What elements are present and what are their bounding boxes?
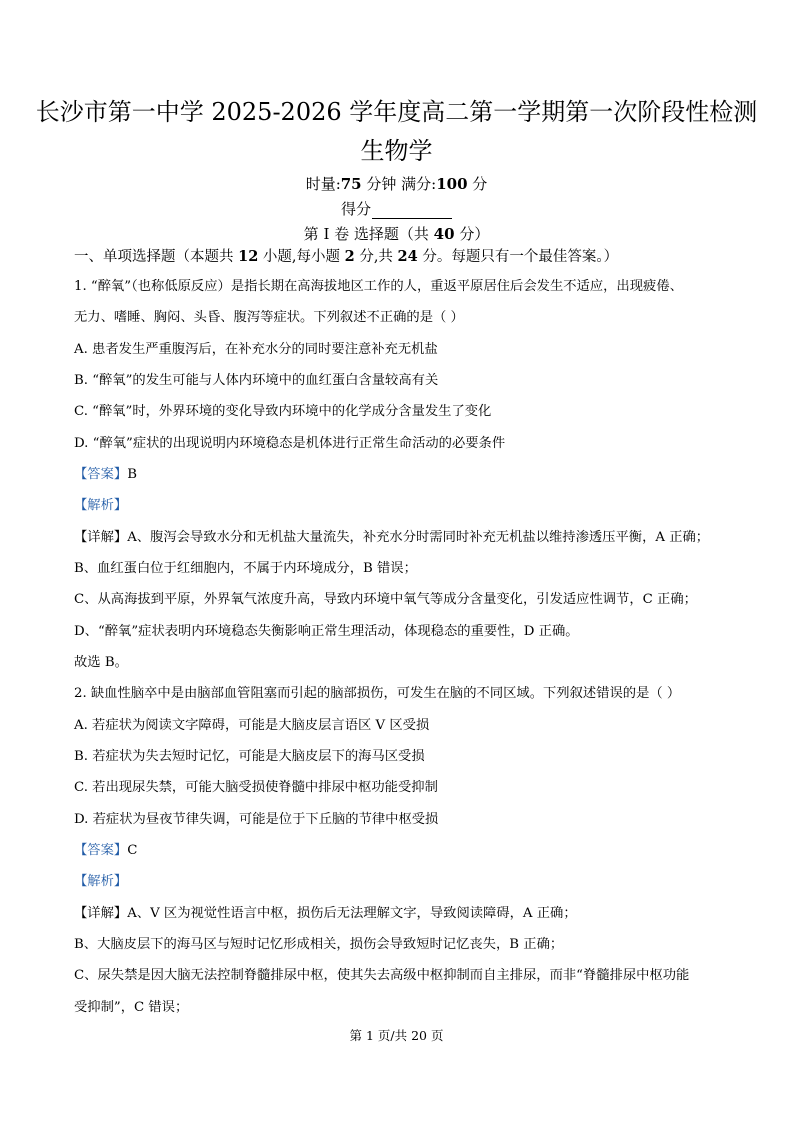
q1-analysis bbox=[74, 497, 734, 515]
q1-option-c: C. “醉氧”时，外界环境的变化导致内环境中的化学成分含量发生了变化 bbox=[74, 404, 492, 419]
analysis-tag: 【解析】 bbox=[74, 874, 128, 889]
time-label: 时量: bbox=[305, 175, 341, 193]
page-footer: 第 1 页/共 20 页 bbox=[349, 1028, 444, 1043]
detail-tag: 【详解】 bbox=[74, 530, 128, 545]
q1-conclusion: 故选 B。 bbox=[74, 655, 128, 670]
answer-tag: 【答案】 bbox=[74, 843, 128, 858]
analysis-tag: 【解析】 bbox=[74, 498, 128, 513]
score-field bbox=[0, 199, 793, 219]
volume-title-end: 分） bbox=[454, 225, 490, 243]
q2-option-a: A. 若症状为阅读文字障碍，可能是大脑皮层言语区 V 区受损 bbox=[74, 718, 430, 733]
q1-stem-line2: 无力、嗜睡、胸闷、头昏、腹泻等症状。下列叙述不正确的是（ ） bbox=[74, 310, 464, 325]
q1-option-a: A. 患者发生严重腹泻后，在补充水分的同时要注意补充无机盐 bbox=[74, 342, 438, 357]
q2-option-c: C. 若出现尿失禁，可能大脑受损使脊髓中排尿中枢功能受抑制 bbox=[74, 780, 438, 795]
q2-stem-line1: 2. 缺血性脑卒中是由脑部血管阻塞而引起的脑部损伤，可发生在脑的不同区域。下列叙述错误的是（ ） bbox=[74, 686, 681, 701]
volume-points: 40 bbox=[433, 225, 455, 243]
time-unit: 分钟 满分: bbox=[361, 175, 437, 193]
q2-option-b: B. 若症状为失去短时记忆，可能是大脑皮层下的海马区受损 bbox=[74, 749, 425, 764]
score-blank[interactable] bbox=[372, 203, 452, 219]
detail-text: A、V 区为视觉性语言中枢，损伤后无法理解文字，导致阅读障碍，A 正确； bbox=[127, 906, 577, 921]
points-total: 24 bbox=[397, 248, 418, 265]
q2-option-d: D. 若症状为昼夜节律失调，可能是位于下丘脑的节律中枢受损 bbox=[74, 812, 439, 827]
q1-detail-line2: B、血红蛋白位于红细胞内，不属于内环境成分，B 错误； bbox=[74, 561, 417, 576]
answer-tag: 【答案】 bbox=[74, 467, 128, 482]
section-heading-text: 分,共 bbox=[354, 249, 398, 265]
exam-title: 长沙市第一中学 2025-2026 学年度高二第一学期第一次阶段性检测 bbox=[35, 98, 758, 126]
q1-detail-line1 bbox=[74, 529, 734, 547]
q2-detail-line2: B、大脑皮层下的海马区与短时记忆形成相关，损伤会导致短时记忆丧失，B 正确； bbox=[74, 937, 564, 952]
q1-stem-line1: 1. “醉氧”（也称低原反应）是指长期在高海拔地区工作的人，重返平原居住后会发生不适应，出现疲倦、 bbox=[74, 279, 683, 294]
volume-title-text: 第 Ⅰ 卷 选择题（共 bbox=[303, 225, 434, 243]
score-field-label: 得分 bbox=[340, 200, 371, 218]
q2-detail-line4: 受抑制”，C 错误； bbox=[74, 1000, 189, 1015]
subject-title: 生物学 bbox=[360, 137, 433, 165]
section-heading-text: 小题,每小题 bbox=[258, 249, 345, 265]
volume-title bbox=[0, 224, 793, 244]
q2-analysis bbox=[74, 873, 734, 891]
q1-answer bbox=[74, 466, 734, 484]
q1-option-b: B. “醉氧”的发生可能与人体内环境中的血红蛋白含量较高有关 bbox=[74, 373, 439, 388]
section-heading-text: 分。每题只有一个最佳答案。） bbox=[417, 249, 619, 265]
section-heading-text: 一、单项选择题（本题共 bbox=[74, 249, 239, 265]
q1-detail-line3: C、从高海拔到平原，外界氧气浓度升高，导致内环境中氧气等成分含量变化，引发适应性调节，C 正确； bbox=[74, 592, 697, 607]
answer-value: C bbox=[127, 843, 138, 858]
detail-text: A、腹泻会导致水分和无机盐大量流失，补充水分时需同时补充无机盐以维持渗透压平衡，A 正确； bbox=[127, 530, 710, 545]
section-heading bbox=[74, 248, 734, 266]
score-unit: 分 bbox=[467, 175, 488, 193]
detail-tag: 【详解】 bbox=[74, 906, 128, 921]
exam-duration-score bbox=[0, 174, 793, 194]
score-value: 100 bbox=[436, 175, 468, 193]
question-count: 12 bbox=[238, 248, 259, 265]
q2-detail-line1 bbox=[74, 905, 734, 923]
answer-value: B bbox=[127, 467, 137, 482]
points-each: 2 bbox=[344, 248, 355, 265]
q1-detail-line4: D、“醉氧”症状表明内环境稳态失衡影响正常生理活动，体现稳态的重要性，D 正确。 bbox=[74, 624, 579, 639]
time-value: 75 bbox=[340, 175, 362, 193]
q2-detail-line3: C、尿失禁是因大脑无法控制脊髓排尿中枢，使其失去高级中枢抑制而自主排尿，而非“脊髓排尿中枢功能 bbox=[74, 968, 690, 983]
q1-option-d: D. “醉氧”症状的出现说明内环境稳态是机体进行正常生命活动的必要条件 bbox=[74, 436, 506, 451]
q2-answer bbox=[74, 842, 734, 860]
